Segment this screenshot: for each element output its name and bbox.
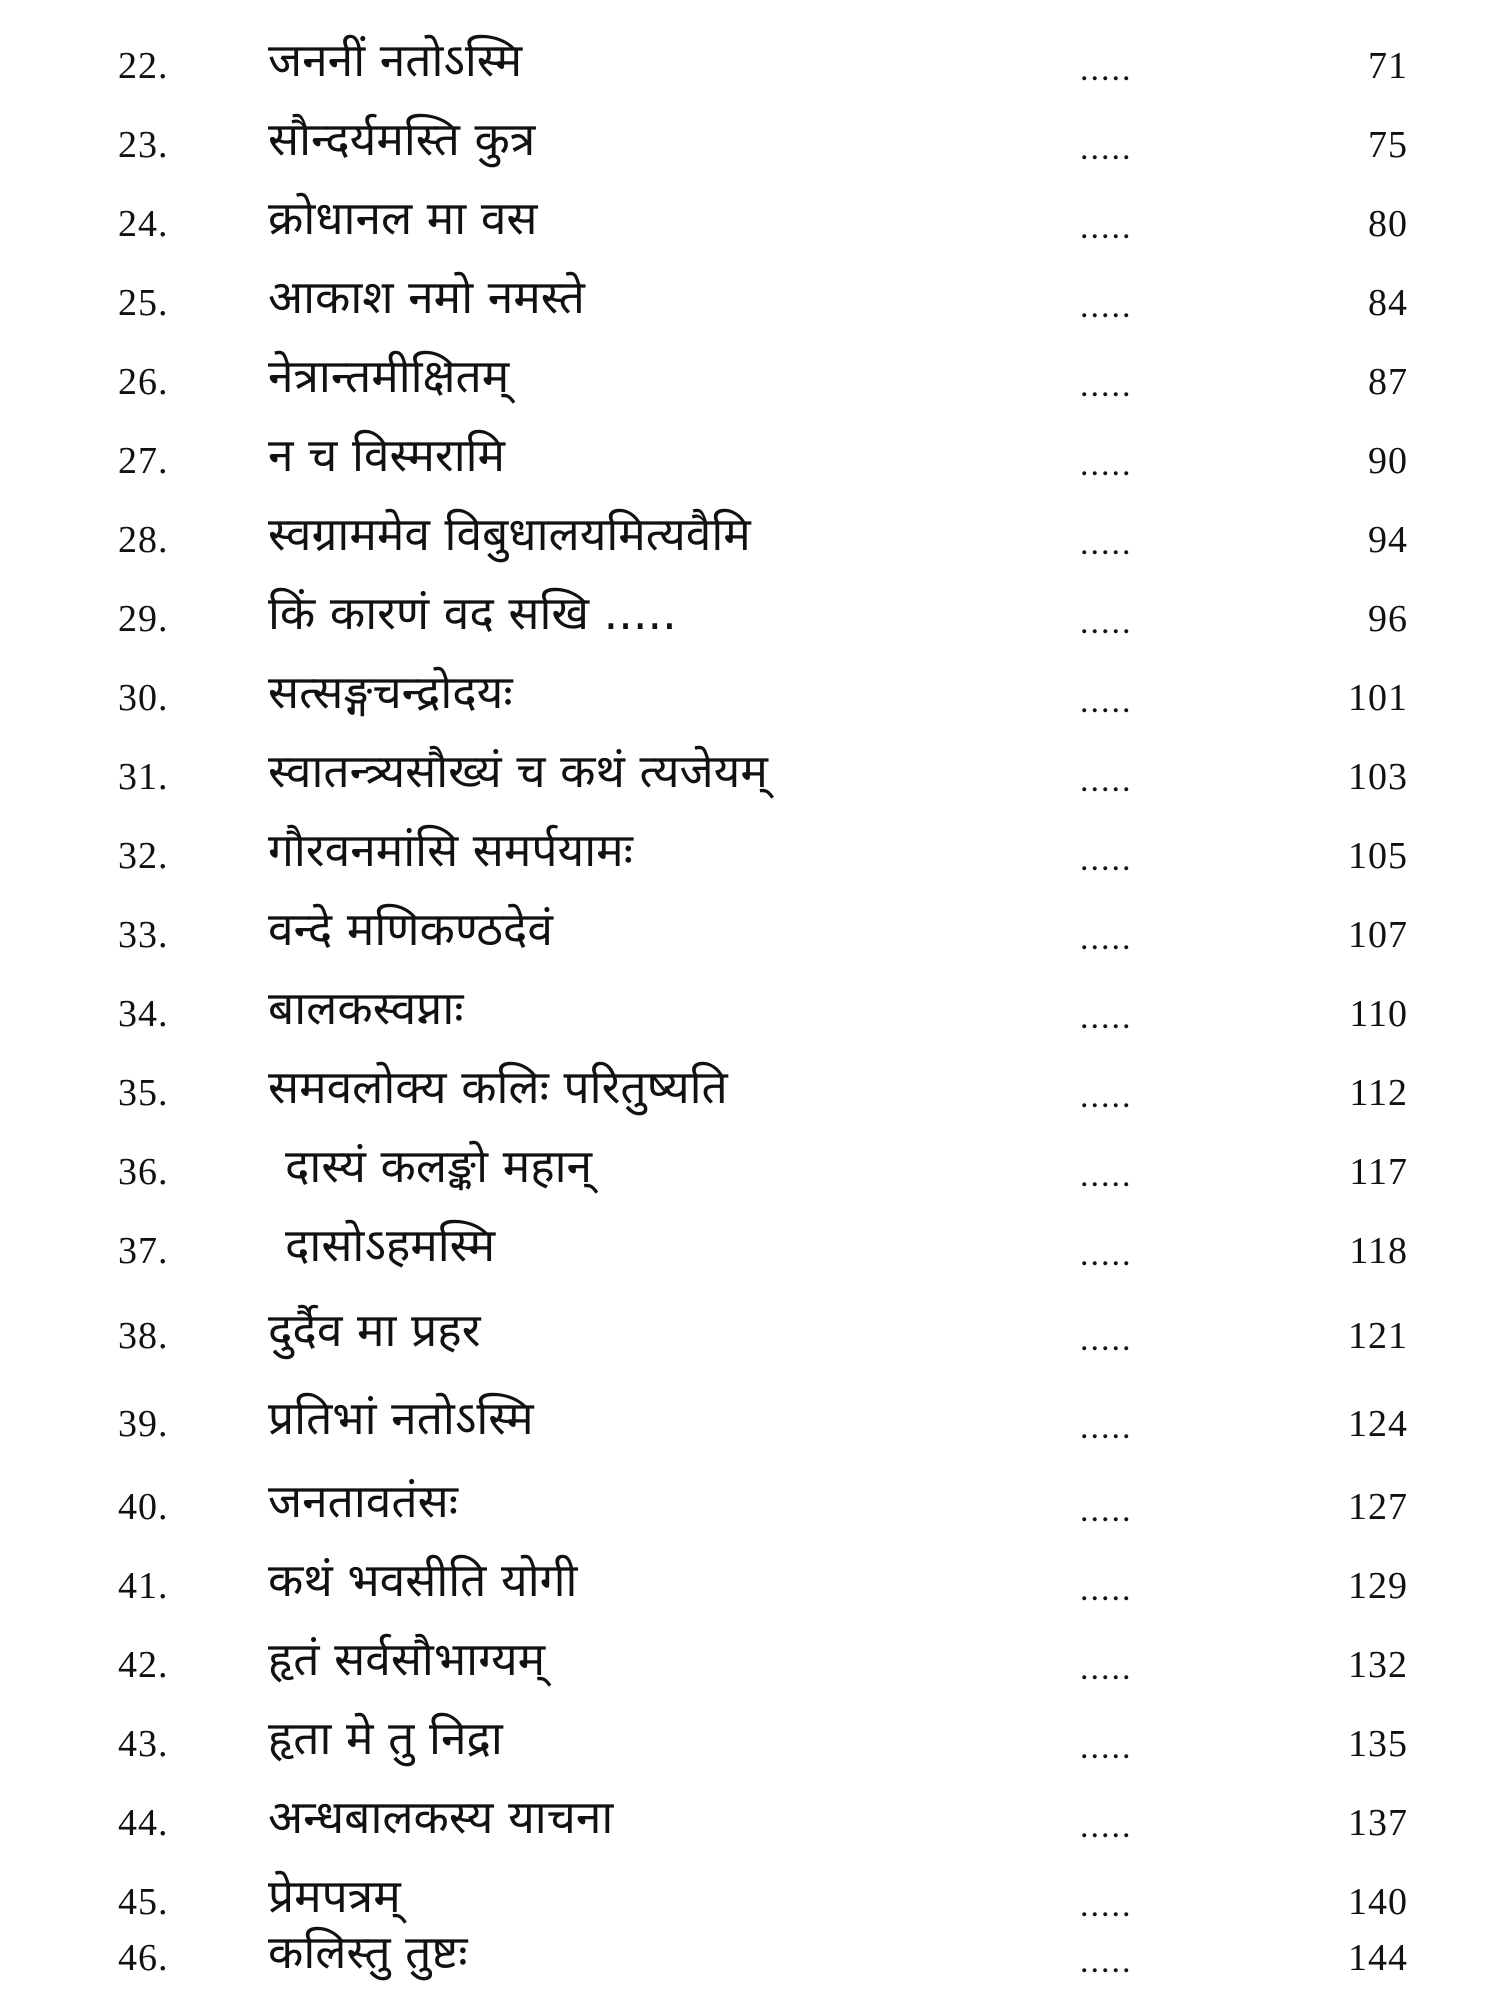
entry-page-number: 140 (1348, 1881, 1408, 1923)
toc-entry (0, 504, 1500, 582)
entry-title: स्वग्राममेव विबुधालयमित्यवैमि (268, 507, 751, 561)
entry-number: 46. (118, 1937, 169, 1979)
entry-number: 30. (118, 677, 169, 719)
entry-number: 38. (118, 1315, 169, 1357)
entry-page-number: 94 (1368, 519, 1408, 561)
entry-page-number: 118 (1349, 1230, 1408, 1272)
entry-title: जनतावतंसः (268, 1474, 458, 1528)
entry-page-number: 127 (1348, 1486, 1408, 1528)
entry-number: 32. (118, 835, 169, 877)
toc-entry (0, 30, 1500, 108)
toc-entry (0, 820, 1500, 898)
toc-entry (0, 1787, 1500, 1865)
toc-entry (0, 662, 1500, 740)
entry-page-number: 112 (1349, 1072, 1408, 1114)
toc-entry (0, 1922, 1500, 2000)
entry-number: 36. (118, 1151, 169, 1193)
entry-page-number: 87 (1368, 361, 1408, 403)
leader-dots: ..... (1080, 446, 1133, 483)
entry-number: 44. (118, 1802, 169, 1844)
entry-page-number: 96 (1368, 598, 1408, 640)
entry-page-number: 101 (1348, 677, 1408, 719)
toc-entry (0, 899, 1500, 977)
entry-title: हृता मे तु निद्रा (268, 1711, 503, 1765)
toc-entry (0, 109, 1500, 187)
leader-dots: ..... (1080, 604, 1133, 641)
entry-number: 45. (118, 1881, 169, 1923)
entry-number: 41. (118, 1565, 169, 1607)
entry-title: नेत्रान्तमीक्षितम् (268, 349, 510, 403)
entry-page-number: 71 (1368, 45, 1408, 87)
entry-page-number: 117 (1349, 1151, 1408, 1193)
toc-entry (0, 1708, 1500, 1786)
leader-dots: ..... (1080, 288, 1133, 325)
toc-entry (0, 188, 1500, 266)
entry-title: स्वातन्त्र्यसौख्यं च कथं त्यजेयम् (268, 744, 768, 798)
entry-page-number: 135 (1348, 1723, 1408, 1765)
leader-dots: ..... (1080, 51, 1133, 88)
entry-page-number: 90 (1368, 440, 1408, 482)
toc-entry (0, 583, 1500, 661)
entry-page-number: 84 (1368, 282, 1408, 324)
entry-number: 35. (118, 1072, 169, 1114)
leader-dots: ..... (1080, 1729, 1133, 1766)
entry-number: 31. (118, 756, 169, 798)
entry-number: 27. (118, 440, 169, 482)
entry-title: सौन्दर्यमस्ति कुत्र (268, 112, 536, 166)
toc-entry (0, 425, 1500, 503)
entry-page-number: 80 (1368, 203, 1408, 245)
leader-dots: ..... (1080, 1887, 1133, 1924)
entry-title: क्रोधानल मा वस (268, 191, 538, 245)
leader-dots: ..... (1080, 1409, 1133, 1446)
entry-number: 29. (118, 598, 169, 640)
toc-entry (0, 978, 1500, 1056)
leader-dots: ..... (1080, 367, 1133, 404)
toc-entry (0, 1629, 1500, 1707)
entry-page-number: 103 (1348, 756, 1408, 798)
entry-page-number: 137 (1348, 1802, 1408, 1844)
leader-dots: ..... (1080, 525, 1133, 562)
entry-page-number: 121 (1348, 1315, 1408, 1357)
entry-title: कथं भवसीति योगी (268, 1553, 578, 1607)
entry-title: कलिस्तु तुष्टः (268, 1925, 468, 1979)
toc-entry (0, 267, 1500, 345)
entry-page-number: 75 (1368, 124, 1408, 166)
entry-number: 37. (118, 1230, 169, 1272)
leader-dots: ..... (1080, 1650, 1133, 1687)
entry-number: 34. (118, 993, 169, 1035)
entry-page-number: 129 (1348, 1565, 1408, 1607)
entry-title: दास्यं कलङ्को महान् (285, 1139, 593, 1193)
entry-title: न च विस्मरामि (268, 428, 506, 482)
entry-title: गौरवनमांसि समर्पयामः (268, 823, 633, 877)
entry-number: 26. (118, 361, 169, 403)
leader-dots: ..... (1080, 999, 1133, 1036)
entry-number: 23. (118, 124, 169, 166)
entry-title: प्रतिभां नतोऽस्मि (268, 1391, 534, 1445)
entry-title: हृतं सर्वसौभाग्यम् (268, 1632, 546, 1686)
leader-dots: ..... (1080, 920, 1133, 957)
leader-dots: ..... (1080, 130, 1133, 167)
entry-title: समवलोक्य कलिः परितुष्यति (268, 1060, 728, 1114)
entry-page-number: 110 (1349, 993, 1408, 1035)
entry-number: 22. (118, 45, 169, 87)
entry-title: अन्धबालकस्य याचना (268, 1790, 614, 1844)
leader-dots: ..... (1080, 841, 1133, 878)
entry-number: 43. (118, 1723, 169, 1765)
entry-title: वन्दे मणिकण्ठदेवं (268, 902, 553, 956)
leader-dots: ..... (1080, 1236, 1133, 1273)
entry-title: दुर्दैव मा प्रहर (268, 1303, 481, 1357)
entry-page-number: 107 (1348, 914, 1408, 956)
entry-number: 24. (118, 203, 169, 245)
toc-entry (0, 1300, 1500, 1378)
entry-title: आकाश नमो नमस्ते (268, 270, 585, 324)
entry-title: दासोऽहमस्मि (285, 1218, 496, 1272)
entry-page-number: 132 (1348, 1644, 1408, 1686)
entry-title: बालकस्वप्नाः (268, 981, 464, 1035)
leader-dots: ..... (1080, 1078, 1133, 1115)
entry-page-number: 124 (1348, 1403, 1408, 1445)
toc-entry (0, 1388, 1500, 1466)
toc-entry (0, 1471, 1500, 1549)
entry-number: 39. (118, 1403, 169, 1445)
leader-dots: ..... (1080, 1492, 1133, 1529)
leader-dots: ..... (1080, 762, 1133, 799)
entry-number: 40. (118, 1486, 169, 1528)
toc-entry (0, 1136, 1500, 1214)
leader-dots: ..... (1080, 683, 1133, 720)
entry-title: सत्सङ्गचन्द्रोदयः (268, 665, 513, 719)
leader-dots: ..... (1080, 1943, 1133, 1980)
entry-title: किं कारणं वद सखि ..... (268, 586, 677, 640)
leader-dots: ..... (1080, 1808, 1133, 1845)
entry-number: 42. (118, 1644, 169, 1686)
toc-entry (0, 1057, 1500, 1135)
entry-number: 33. (118, 914, 169, 956)
toc-entry (0, 1550, 1500, 1628)
entry-page-number: 105 (1348, 835, 1408, 877)
leader-dots: ..... (1080, 1321, 1133, 1358)
entry-title: जननीं नतोऽस्मि (268, 33, 523, 87)
entry-page-number: 144 (1348, 1937, 1408, 1979)
toc-entry (0, 346, 1500, 424)
entry-title: प्रेमपत्रम् (268, 1869, 401, 1923)
leader-dots: ..... (1080, 1157, 1133, 1194)
toc-entry (0, 741, 1500, 819)
entry-number: 25. (118, 282, 169, 324)
entry-number: 28. (118, 519, 169, 561)
leader-dots: ..... (1080, 1571, 1133, 1608)
toc-entry (0, 1215, 1500, 1293)
leader-dots: ..... (1080, 209, 1133, 246)
